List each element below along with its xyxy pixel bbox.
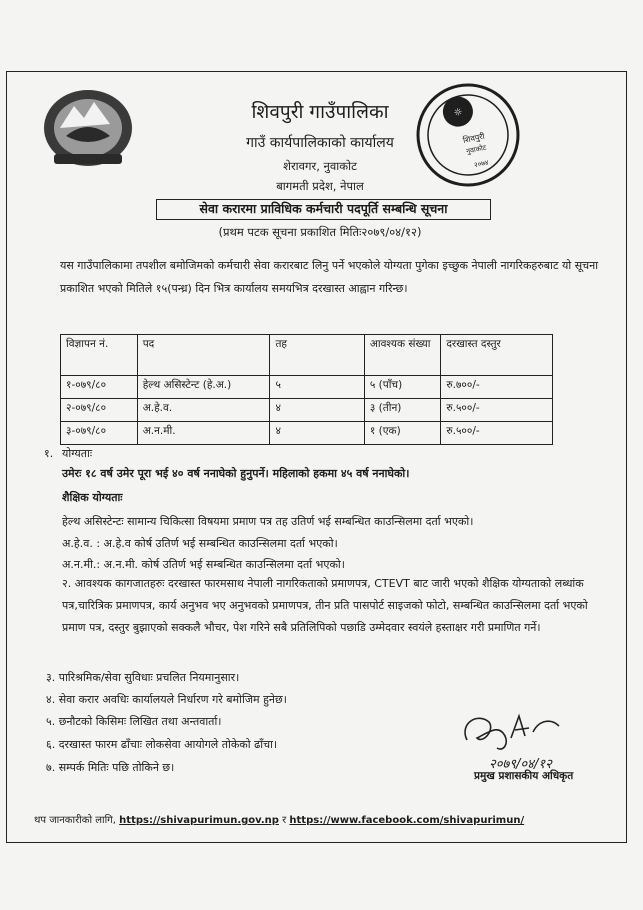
age-requirement: उमेरः १८ वर्ष उमेर पूरा भई ४० वर्ष ननाघेको हुनुपर्ने। महिलाको हकमा ४५ वर्ष ननाघेको। [62,467,410,480]
signature-date: २०७९/०४/१२ [489,757,552,772]
address-line-1: शेरावगर, नुवाकोट [283,159,357,173]
svg-text:२०७४: २०७४ [473,158,490,170]
header-cell: विज्ञापन नं. [61,335,138,376]
facebook-link[interactable]: https://www.facebook.com/shivapurimun/ [289,815,525,826]
table-cell: रु.५००/- [441,399,553,422]
table-row [61,422,553,445]
table-cell: २-०७९/८० [61,399,138,422]
header-cell: तह [270,335,364,376]
table-row [61,376,553,399]
table-cell: १-०७९/८० [61,376,138,399]
intro-paragraph: यस गाउँपालिकामा तपशील बमोजिमको कर्मचारी सेवा करारबाट लिनु पर्ने भएकोले योग्यता पुगेका इच्छुक नेपाली नागरिकहरुबाट यो सूचना प्रकाशित भएको मितिले १५(पन्ध्र) दिन भित्र कार्यालय समयभित्र दरखास्त आह्वान गरिन्छ। [60,259,599,295]
header-cell: पद [137,335,270,376]
qualification-label: योग्यताः [62,447,93,460]
item-selection-type: ५. छनौटको किसिमः लिखित तथा अन्तवार्ता। [46,715,222,728]
table-cell: ५ (पाँच) [364,376,440,399]
qualification-number: १. [44,447,54,460]
svg-text:शिवपुरी: शिवपुरी [462,131,486,146]
item-remuneration: ३. पारिश्रमिक/सेवा सुविधाः प्रचलित नियमानुसार। [46,671,240,684]
address-line-2: बागमती प्रदेश, नेपाल [276,179,364,193]
item-contact-date: ७. सम्पर्क मितिः पछि तोकिने छ। [46,761,175,774]
notice-subtitle: (प्रथम पटक सूचना प्रकाशित मितिः२०७९/०४/१२) [218,225,422,239]
table-cell: ४ [270,422,364,445]
table-row [61,399,553,422]
table-cell: रु.५००/- [441,422,553,445]
item-contract-period: ४. सेवा करार अवधिः कार्यालयले निर्धारण गरे बमोजिम हुनेछ। [46,693,287,706]
table-cell: ५ [270,376,364,399]
footer-prefix: थप जानकारीको लागि, [34,815,116,826]
table-cell: अ.न.मी. [137,422,270,445]
svg-text:☼: ☼ [452,106,464,120]
table-cell: हेल्थ असिस्टेन्ट (हे.अ.) [137,376,270,399]
notice-title: सेवा करारमा प्राविधिक कर्मचारी पदपूर्ति सम्बन्धि सूचना [156,199,491,220]
header-cell: दरखास्त दस्तुर [441,335,553,376]
table-cell: १ (एक) [364,422,440,445]
website-link[interactable]: https://shivapurimun.gov.np [119,815,279,826]
qual-ahw: अ.हे.व. : अ.हे.व कोर्ष उतिर्ण भई सम्बन्धित काउन्सिलमा दर्ता भएको। [62,537,338,550]
qual-health-assistant: हेल्थ असिस्टेन्टः सामान्य चिकित्सा विषयमा प्रमाण पत्र तह उतिर्ण भई सम्बन्धित काउन्सिलमा दर्ता भएको। [62,515,474,528]
footer-info [34,812,524,826]
table-cell: अ.हे.व. [137,399,270,422]
org-name: शिवपुरी गाउँपालिका [251,101,389,123]
table-header-row [61,335,553,376]
qual-anm: अ.न.मी.: अ.न.मी. कोर्ष उतिर्ण भई सम्बन्धित काउन्सिलमा दर्ता भएको। [62,558,345,571]
footer-separator: र [282,815,287,826]
education-label: शैक्षिक योग्यताः [62,491,123,504]
required-documents: २. आवश्यक कागजातहरुः दरखास्त फारमसाथ नेपाली नागरिकताको प्रमाणपत्र, CTEVT बाट जारी भएको शैक्षिक योग्यताको लब्धांक पत्र,चारित्रिक प्रमाणपत्र, कार्य अनुभव भए अनुभवको प्रमाणपत्र, तीन प्रति पासपोर्ट साइजको फोटो, सम्बन्धित काउन्सिलमा दर्ता भएको प्रमाण पत्र, दस्तुर बुझाएको सक्कलै भौचर, पेश गरिने सबै प्रतिलिपिको पछाडि उम्मेदवार स्वयंले हस्ताक्षर गरी प्रमाणित गर्ने। [62,577,588,634]
office-name: गाउँ कार्यपालिकाको कार्यालय [246,135,394,151]
nepal-emblem-logo [40,84,136,170]
table-cell: रु.७००/- [441,376,553,399]
item-form-format: ६. दरखास्त फारम ढाँचाः लोकसेवा आयोगले तोकेको ढाँचा। [46,738,278,751]
vacancy-table [60,334,553,445]
table-cell: ३-०७९/८० [61,422,138,445]
svg-text:नुवाकोट: नुवाकोट [465,143,487,156]
table-cell: ३ (तीन) [364,399,440,422]
signatory-title: प्रमुख प्रशासकीय अधिकृत [474,770,574,782]
header-cell: आवश्यक संख्या [364,335,440,376]
table-cell: ४ [270,399,364,422]
